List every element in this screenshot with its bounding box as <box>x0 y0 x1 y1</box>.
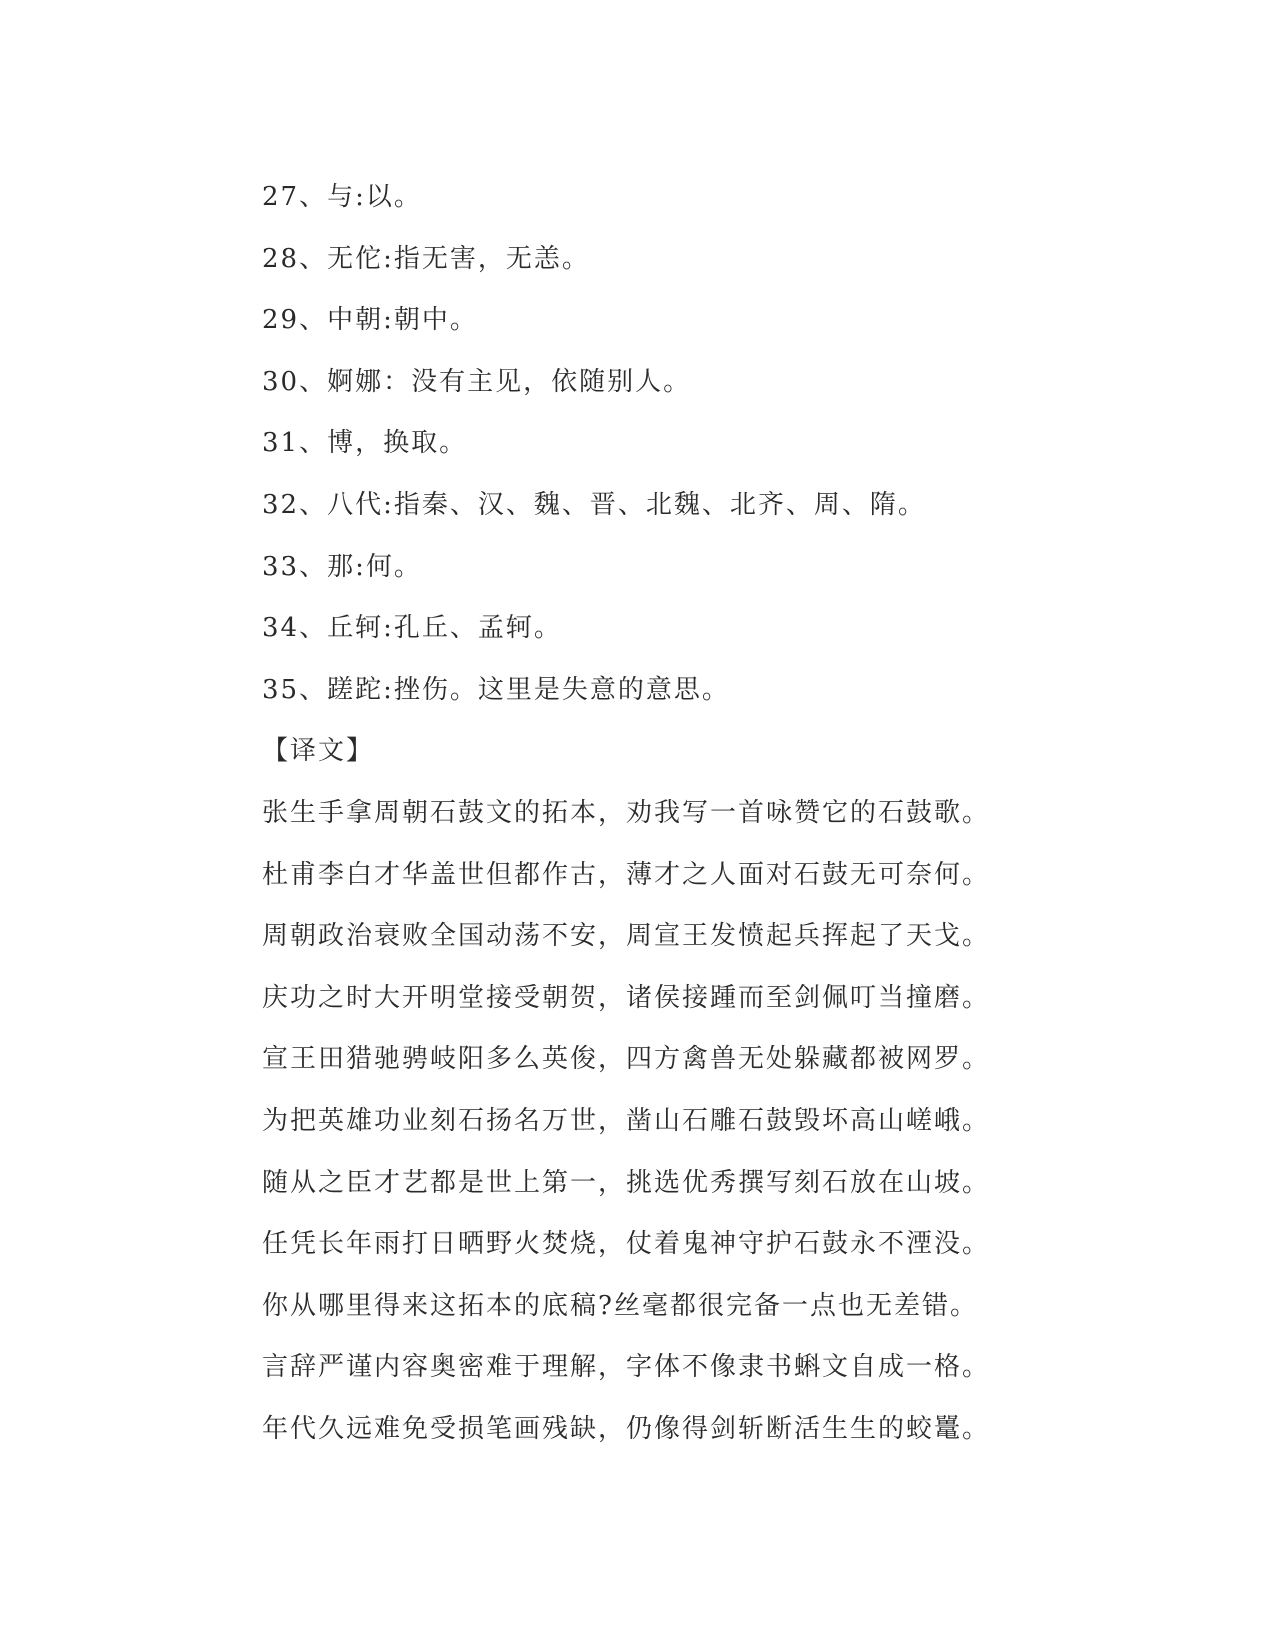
note-line-34: 34、丘轲:孔丘、孟轲。 <box>262 613 562 644</box>
page-content <box>262 167 1022 1460</box>
note-line-29: 29、中朝:朝中。 <box>262 305 478 336</box>
translation-line: 年代久远难免受损笔画残缺，仍像得剑斩断活生生的蛟鼍。 <box>262 1413 991 1444</box>
note-line-31: 31、博，换取。 <box>262 428 468 459</box>
translation-line: 庆功之时大开明堂接受朝贺，诸侯接踵而至剑佩叮当撞磨。 <box>262 982 991 1013</box>
note-line-32: 32、八代:指秦、汉、魏、晋、北魏、北齐、周、隋。 <box>262 489 926 520</box>
translation-line: 任凭长年雨打日晒野火焚烧，仗着鬼神守护石鼓永不湮没。 <box>262 1229 991 1260</box>
translation-line: 你从哪里得来这拓本的底稿?丝毫都很完备一点也无差错。 <box>262 1290 978 1321</box>
note-line-35: 35、蹉跎:挫伤。这里是失意的意思。 <box>262 674 730 705</box>
translation-heading: 【译文】 <box>262 736 375 767</box>
note-line-33: 33、那:何。 <box>262 551 422 582</box>
translation-line: 言辞严谨内容奥密难于理解，字体不像隶书蝌文自成一格。 <box>262 1352 991 1383</box>
note-line-30: 30、婀娜：没有主见，依随别人。 <box>262 366 692 397</box>
translation-line: 周朝政治衰败全国动荡不安，周宣王发愤起兵挥起了天戈。 <box>262 921 991 952</box>
note-line-28: 28、无佗:指无害，无恙。 <box>262 243 590 274</box>
translation-line: 杜甫李白才华盖世但都作古，薄才之人面对石鼓无可奈何。 <box>262 859 991 890</box>
translation-line: 宣王田猎驰骋岐阳多么英俊，四方禽兽无处躲藏都被网罗。 <box>262 1044 991 1075</box>
translation-line: 为把英雄功业刻石扬名万世，凿山石雕石鼓毁坏高山嵯峨。 <box>262 1105 991 1136</box>
translation-line: 张生手拿周朝石鼓文的拓本，劝我写一首咏赞它的石鼓歌。 <box>262 797 991 828</box>
translation-line: 随从之臣才艺都是世上第一，挑选优秀撰写刻石放在山坡。 <box>262 1167 991 1198</box>
note-line-27: 27、与:以。 <box>262 182 422 212</box>
